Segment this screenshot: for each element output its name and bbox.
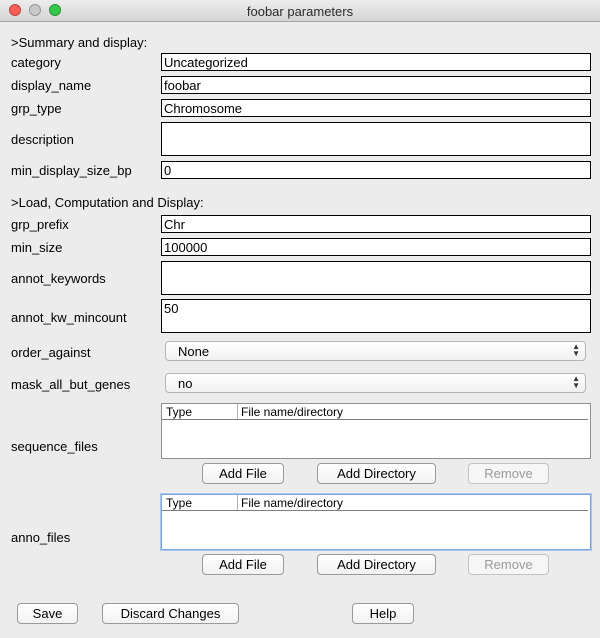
order-against-label: order_against (11, 345, 91, 360)
section-summary-heading: >Summary and display: (11, 35, 148, 50)
min-size-label: min_size (11, 240, 63, 255)
sequence-files-label: sequence_files (11, 439, 98, 454)
category-field[interactable]: Uncategorized (161, 53, 591, 71)
sequence-add-file-button[interactable]: Add File (202, 463, 284, 484)
sequence-add-directory-button[interactable]: Add Directory (317, 463, 436, 484)
mask-all-but-genes-label: mask_all_but_genes (11, 377, 131, 392)
anno-add-directory-button[interactable]: Add Directory (317, 554, 436, 575)
description-field[interactable] (161, 122, 591, 156)
select-arrows-icon: ▲ ▼ (572, 374, 580, 390)
grp-prefix-label: grp_prefix (11, 217, 69, 232)
help-button[interactable]: Help (352, 603, 414, 624)
grp-type-field[interactable]: Chromosome (161, 99, 591, 117)
column-divider[interactable] (237, 495, 238, 510)
annot-kw-mincount-field[interactable]: 50 (161, 299, 591, 333)
category-label: category (11, 55, 61, 70)
annot-kw-mincount-label: annot_kw_mincount (11, 310, 127, 325)
sequence-remove-button[interactable]: Remove (468, 463, 549, 484)
table-header (162, 404, 588, 420)
grp-prefix-field[interactable]: Chr (161, 215, 591, 233)
mask-all-but-genes-value: no (178, 376, 193, 391)
anno-add-file-button[interactable]: Add File (202, 554, 284, 575)
discard-changes-button[interactable]: Discard Changes (102, 603, 239, 624)
sequence-files-table[interactable] (161, 403, 591, 459)
table-header (162, 495, 588, 511)
column-header-type[interactable]: Type (166, 405, 193, 419)
column-divider[interactable] (237, 404, 238, 419)
min-size-field[interactable]: 100000 (161, 238, 591, 256)
section-load-heading: >Load, Computation and Display: (11, 195, 204, 210)
display-name-label: display_name (11, 78, 92, 93)
grp-type-label: grp_type (11, 101, 62, 116)
column-header-file-name[interactable]: File name/directory (241, 405, 344, 419)
min-display-size-bp-label: min_display_size_bp (11, 163, 132, 178)
mask-all-but-genes-select[interactable] (165, 373, 586, 393)
annot-keywords-label: annot_keywords (11, 271, 106, 286)
window-title: foobar parameters (246, 4, 354, 19)
anno-files-label: anno_files (11, 530, 71, 545)
anno-remove-button[interactable]: Remove (468, 554, 549, 575)
min-display-size-bp-field[interactable]: 0 (161, 161, 591, 179)
window-titlebar (0, 0, 600, 22)
display-name-field[interactable]: foobar (161, 76, 591, 94)
column-header-file-name[interactable]: File name/directory (241, 496, 344, 510)
anno-files-table[interactable] (161, 494, 591, 550)
select-arrows-icon: ▲ ▼ (572, 342, 580, 358)
annot-keywords-field[interactable] (161, 261, 591, 295)
description-label: description (11, 132, 74, 147)
order-against-select[interactable] (165, 341, 586, 361)
save-button[interactable]: Save (17, 603, 78, 624)
column-header-type[interactable]: Type (166, 496, 193, 510)
order-against-value: None (178, 344, 210, 359)
